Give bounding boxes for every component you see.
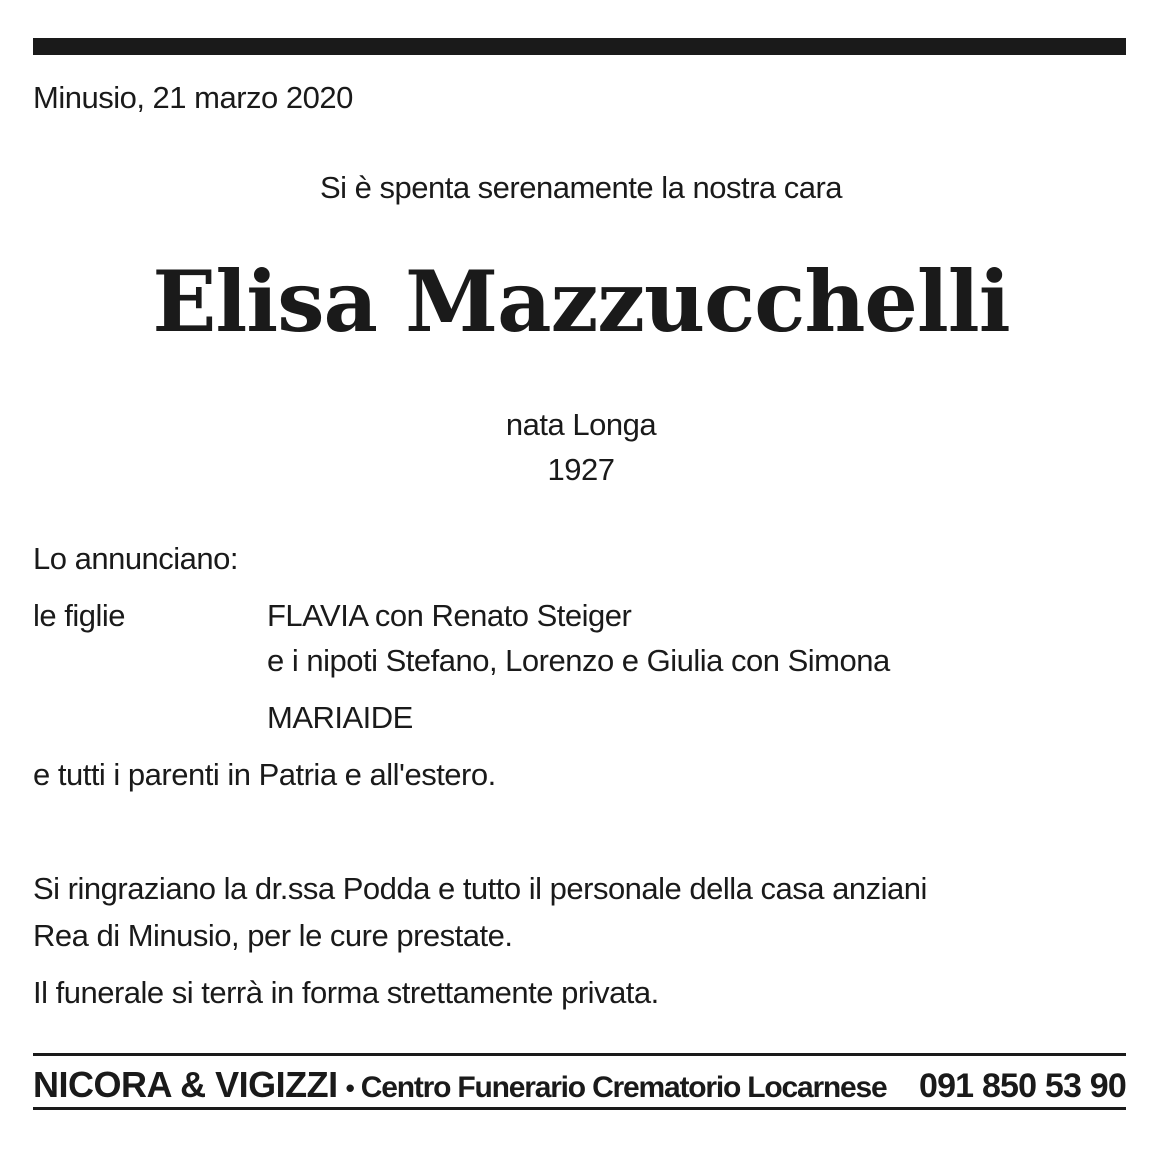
funeral-notice: Il funerale si terrà in forma strettamente privata. (33, 975, 659, 1010)
mourner-line-1: FLAVIA con Renato Steiger (267, 598, 632, 633)
mourner-line-2: e i nipoti Stefano, Lorenzo e Giulia con Simona (267, 643, 890, 678)
mourners-heading: Lo annunciano: (33, 541, 239, 576)
funeral-home-tagline: Centro Funerario Crematorio Locarnese (360, 1071, 887, 1104)
intro-line: Si è spenta serenamente la nostra cara (319, 170, 843, 205)
funeral-home-footer (33, 1064, 1126, 1104)
top-rule (33, 38, 1126, 55)
funeral-home-brand: NICORA & VIGIZZI (33, 1064, 338, 1105)
maiden-name: nata Longa (505, 407, 657, 442)
deceased-name: Elisa Mazzucchelli (152, 252, 1010, 351)
mourners-closing: e tutti i parenti in Patria e all'estero. (33, 757, 496, 792)
footer-separator: • (345, 1073, 355, 1103)
mourner-line-3: MARIAIDE (267, 700, 413, 735)
thanks-line-1: Si ringraziano la dr.ssa Podda e tutto il personale della casa anziani (33, 871, 927, 906)
footer-rule-top (33, 1053, 1126, 1056)
footer-rule-bottom (33, 1107, 1126, 1110)
relation-label: le figlie (33, 598, 125, 633)
funeral-home-phone: 091 850 53 90 (918, 1067, 1126, 1105)
place-date: Minusio, 21 marzo 2020 (33, 80, 353, 115)
thanks-line-2: Rea di Minusio, per le cure prestate. (33, 918, 513, 953)
birth-year: 1927 (547, 452, 615, 487)
